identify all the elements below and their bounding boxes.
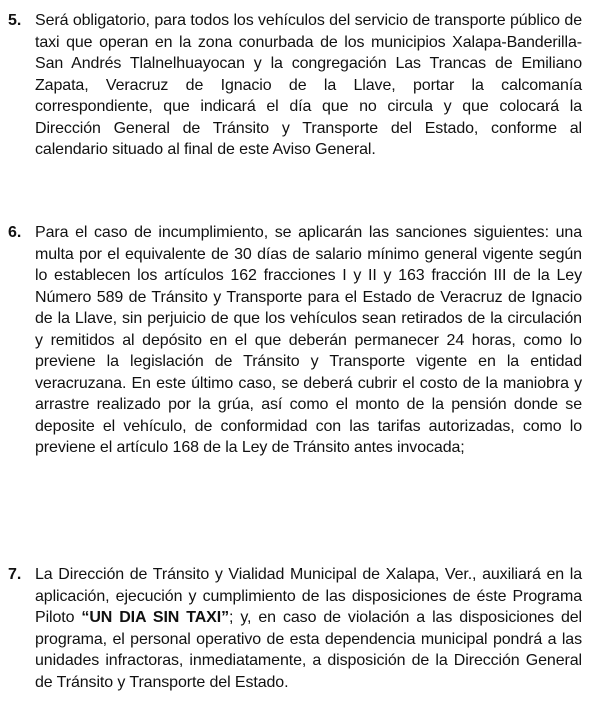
item-text-before: La Dirección de Tránsito y Vialidad Municipal de Xalapa, Ver., auxiliará en la aplicación, ejecución y cumplimiento de las disposiciones de éste Programa Piloto bbox=[35, 566, 582, 626]
item-text: Para el caso de incumplimiento, se aplicarán las sanciones siguientes: una multa por el equivalente de 30 días de salario mínimo general vigente según lo establecen los artículos 162 fracciones I y II y 163 fracción III de la Ley Número 589 de Tránsito y Transporte para el Estado de Veracruz de Ignacio de la Llave, sin perjuicio de que los vehículos sean retirados de la circulación y remitidos al depósito en el que deberán permanecer 24 horas, como lo previene la legislación de Tránsito y Transporte vigente en la entidad veracruzana. En este último caso, se deberá cubrir el costo de la maniobra y arrastre realizado por la grúa, así como el monto de la pensión donde se deposite el vehículo, de conformidad con las tarifas autorizadas, como lo previene el artículo 168 de la Ley de Tránsito antes invocada; bbox=[35, 224, 582, 456]
list-item-5 bbox=[8, 10, 582, 161]
program-name-bold: “UN DIA SIN TAXI” bbox=[81, 609, 229, 626]
item-text bbox=[35, 564, 582, 693]
list-item-6 bbox=[8, 222, 582, 459]
item-text: Será obligatorio, para todos los vehículos del servicio de transporte público de taxi que operan en la zona conurbada de los municipios Xalapa-Banderilla-San Andrés Tlalnelhuayocan y la congregación Las Trancas de Emiliano Zapata, Veracruz de Ignacio de la Llave, portar la calcomanía correspondiente, que indicará el día que no circula y que colocará la Dirección General de Tránsito y Transporte del Estado, conforme al calendario situado al final de este Aviso General. bbox=[35, 12, 582, 158]
item-text-after: ; y, en caso de violación a las disposiciones del programa, el personal operativo de esta dependencia municipal pondrá a las unidades infractoras, inmediatamente, a disposición de la Dirección General de Tránsito y Transporte del Estado. bbox=[35, 609, 583, 691]
list-item-7 bbox=[8, 564, 582, 693]
item-number: 6. bbox=[8, 224, 22, 241]
item-number: 7. bbox=[8, 566, 22, 583]
item-number: 5. bbox=[8, 12, 22, 29]
